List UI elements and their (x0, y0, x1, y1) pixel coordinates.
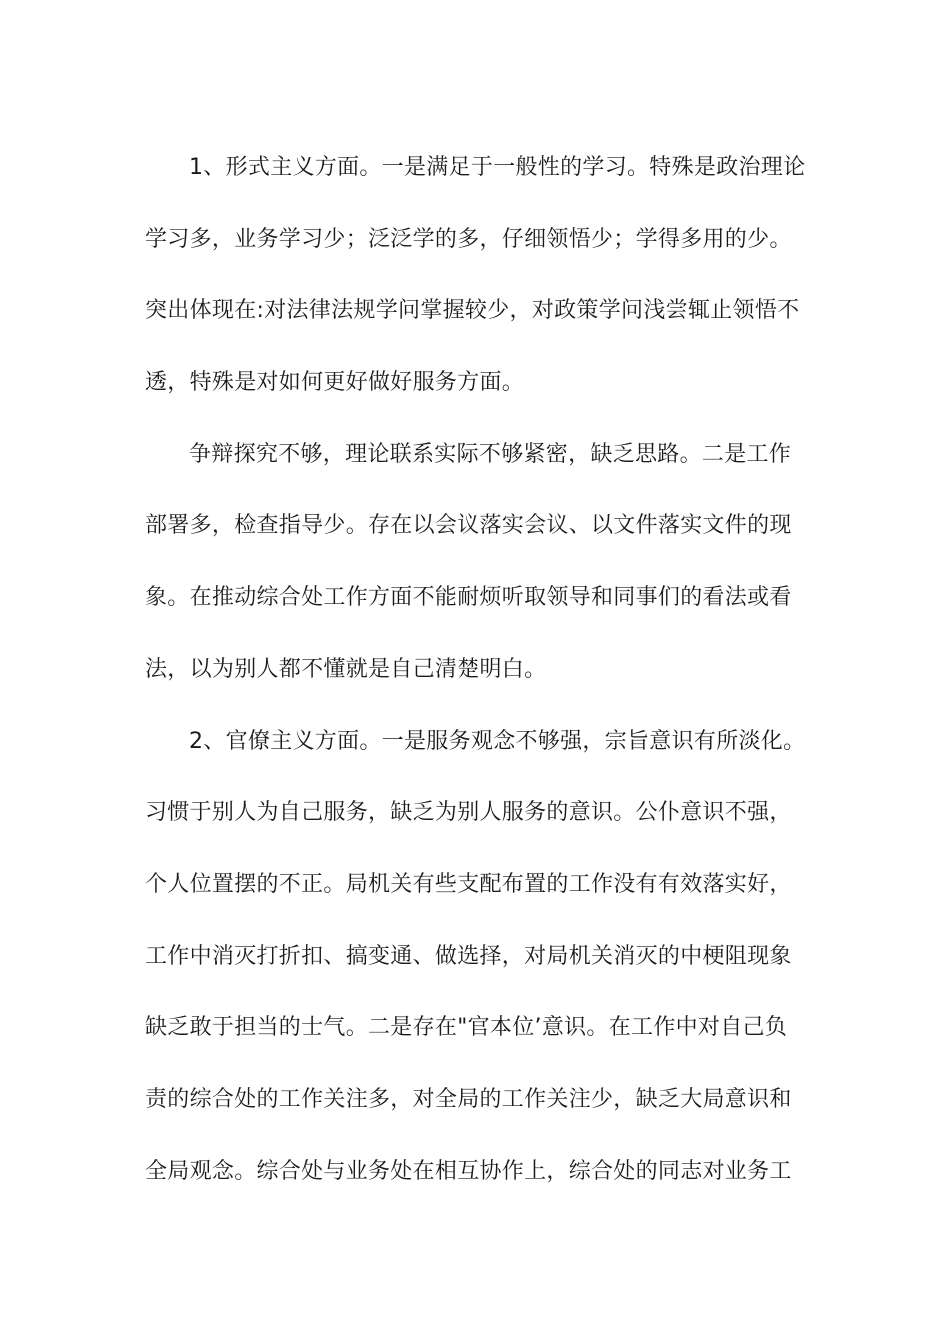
paragraph-line: 象。在推动综合处工作方面不能耐烦听取领导和同事们的看法或看 (145, 585, 792, 611)
paragraph-line: 2、官僚主义方面。一是服务观念不够强，宗旨意识有所淡化。 (189, 728, 806, 754)
paragraph-line: 学习多，业务学习少；泛泛学的多，仔细领悟少；学得多用的少。 (145, 226, 792, 252)
paragraph-line: 争辩探究不够，理论联系实际不够紧密，缺乏思路。二是工作 (189, 441, 792, 467)
paragraph-line: 工作中消灭打折扣、搞变通、做选择，对局机关消灭的中梗阻现象 (145, 943, 792, 969)
paragraph-line: 透，特殊是对如何更好做好服务方面。 (145, 370, 525, 396)
paragraph-line: 法，以为别人都不懂就是自己清楚明白。 (145, 656, 547, 682)
paragraph-line: 突出体现在:对法律法规学问掌握较少，对政策学问浅尝辄止领悟不 (145, 298, 800, 324)
paragraph-line: 习惯于别人为自己服务，缺乏为别人服务的意识。公仆意识不强， (145, 800, 792, 826)
paragraph-line: 部署多，检查指导少。存在以会议落实会议、以文件落实文件的现 (145, 513, 792, 539)
paragraph-line: 责的综合处的工作关注多，对全局的工作关注少，缺乏大局意识和 (145, 1086, 792, 1112)
document-body (145, 132, 810, 1207)
paragraph-line: 缺乏敢于担当的士气。二是存在"官本位’意识。在工作中对自己负 (145, 1015, 788, 1041)
paragraph-line: 全局观念。综合处与业务处在相互协作上，综合处的同志对业务工 (145, 1158, 792, 1184)
paragraph-line: 1、形式主义方面。一是满足于一般性的学习。特殊是政治理论 (189, 155, 806, 180)
paragraph-line: 个人位置摆的不正。局机关有些支配布置的工作没有有效落实好， (145, 871, 792, 897)
